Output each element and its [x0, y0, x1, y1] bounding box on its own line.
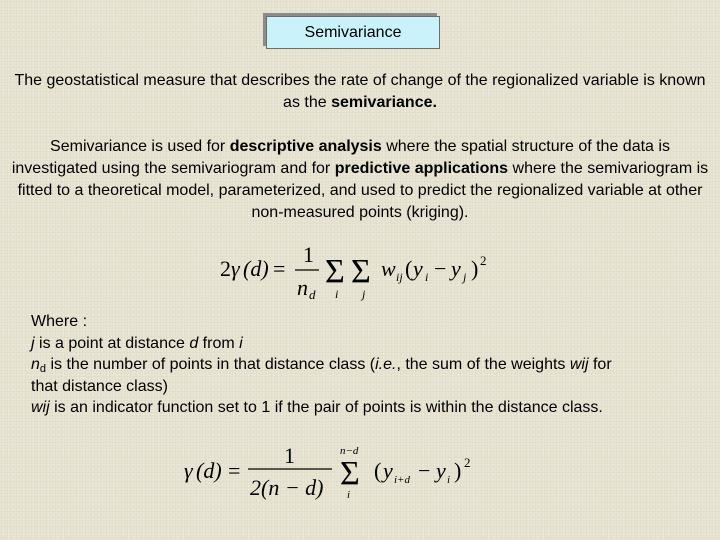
f1-minus: −	[434, 256, 447, 281]
f1-denominator-sub: d	[309, 287, 316, 302]
f2-numerator: 1	[284, 443, 295, 468]
where-var-d: d	[189, 334, 199, 352]
f1-denominator: n	[297, 275, 308, 300]
f1-lhs-coef: 2	[220, 256, 231, 281]
f2-gamma: γ	[184, 458, 193, 483]
f2-exponent: 2	[464, 455, 471, 470]
f2-equals: =	[228, 458, 241, 483]
where-line-j-text-b: from	[198, 334, 240, 352]
where-line-wij	[31, 397, 701, 419]
usage-bold-descriptive: descriptive analysis	[229, 138, 382, 155]
f2-y-1-sub: i+d	[394, 474, 410, 486]
f1-gamma: γ	[231, 256, 240, 281]
f1-exponent: 2	[480, 253, 487, 268]
f1-lhs-arg: (d)	[243, 256, 269, 281]
f1-y-i: y	[413, 256, 423, 281]
where-ie: i.e.	[375, 356, 397, 373]
where-line-class: that distance class)	[31, 377, 168, 395]
f1-y-j-sub: j	[463, 270, 467, 284]
f2-y-1: y	[383, 458, 393, 483]
definition-term: semivariance.	[331, 94, 437, 111]
f1-y-j: y	[451, 256, 461, 281]
where-line-wij-text: is an indicator function set to 1 if the pair of points is within the distance class.	[49, 399, 603, 416]
f2-y-2: y	[436, 458, 446, 483]
f1-equals: =	[273, 256, 286, 281]
usage-paragraph	[8, 136, 712, 224]
definition-text: The geostatistical measure that describes the rate of change of the regionalized variable is known as the	[14, 72, 706, 111]
f1-y-i-sub: i	[425, 270, 429, 284]
where-var-n-sub: d	[39, 363, 47, 375]
where-line-nd-text-c: for	[588, 356, 612, 373]
f1-sum-index-i: i	[335, 287, 339, 301]
f2-lhs-arg: (d)	[196, 458, 222, 483]
f1-sum-i: Σ	[325, 253, 345, 290]
where-line-nd	[31, 354, 701, 376]
slide-title-text: Semivariance	[304, 23, 402, 41]
usage-text-1: Semivariance is used for	[50, 138, 230, 155]
semivariogram-formula-classic	[180, 442, 480, 504]
where-var-n: n	[31, 356, 40, 373]
where-heading: Where :	[31, 313, 88, 330]
f1-sum-index-j: j	[362, 287, 366, 301]
where-line-j-text-a: is a point at distance	[34, 334, 190, 352]
f1-weight: w	[381, 256, 396, 281]
f2-close-paren: )	[454, 458, 462, 483]
where-line-nd-text-a: is the number of points in that distance class (	[46, 356, 376, 373]
f2-y-2-sub: i	[447, 474, 451, 486]
f1-numerator: 1	[303, 242, 314, 267]
where-block	[31, 311, 701, 419]
f1-sum-j: Σ	[351, 253, 371, 290]
where-var-j: j	[31, 334, 35, 352]
slide-title	[266, 16, 440, 49]
f1-weight-sub: ij	[396, 270, 403, 284]
f2-open-paren: (	[374, 458, 382, 483]
semivariogram-formula-weighted	[215, 240, 495, 302]
usage-bold-predictive: predictive applications	[334, 160, 509, 177]
where-var-i: i	[239, 334, 243, 352]
where-line-nd-text-b: , the sum of the weights	[396, 356, 570, 373]
f1-open-paren: (	[405, 256, 413, 281]
f2-minus: −	[418, 458, 431, 483]
f1-close-paren: )	[471, 256, 479, 281]
where-line-j	[31, 333, 701, 355]
usage-text-2: where the spatial structure of the data is investigated using the semivariogram and for	[11, 138, 670, 177]
usage-text-3: where the semivariogram is fitted to a theoretical model, parameterized, and used to predict the regionalized variable at other non-measured points (kriging).	[17, 160, 709, 221]
where-wij-inline: wij	[569, 356, 589, 373]
f2-sum: Σ	[340, 455, 360, 492]
f2-sum-lower: i	[347, 489, 351, 501]
definition-paragraph	[8, 70, 712, 114]
f2-sum-upper: n−d	[340, 445, 359, 457]
f2-denominator: 2(n − d)	[250, 475, 324, 500]
where-var-wij: wij	[31, 399, 50, 416]
